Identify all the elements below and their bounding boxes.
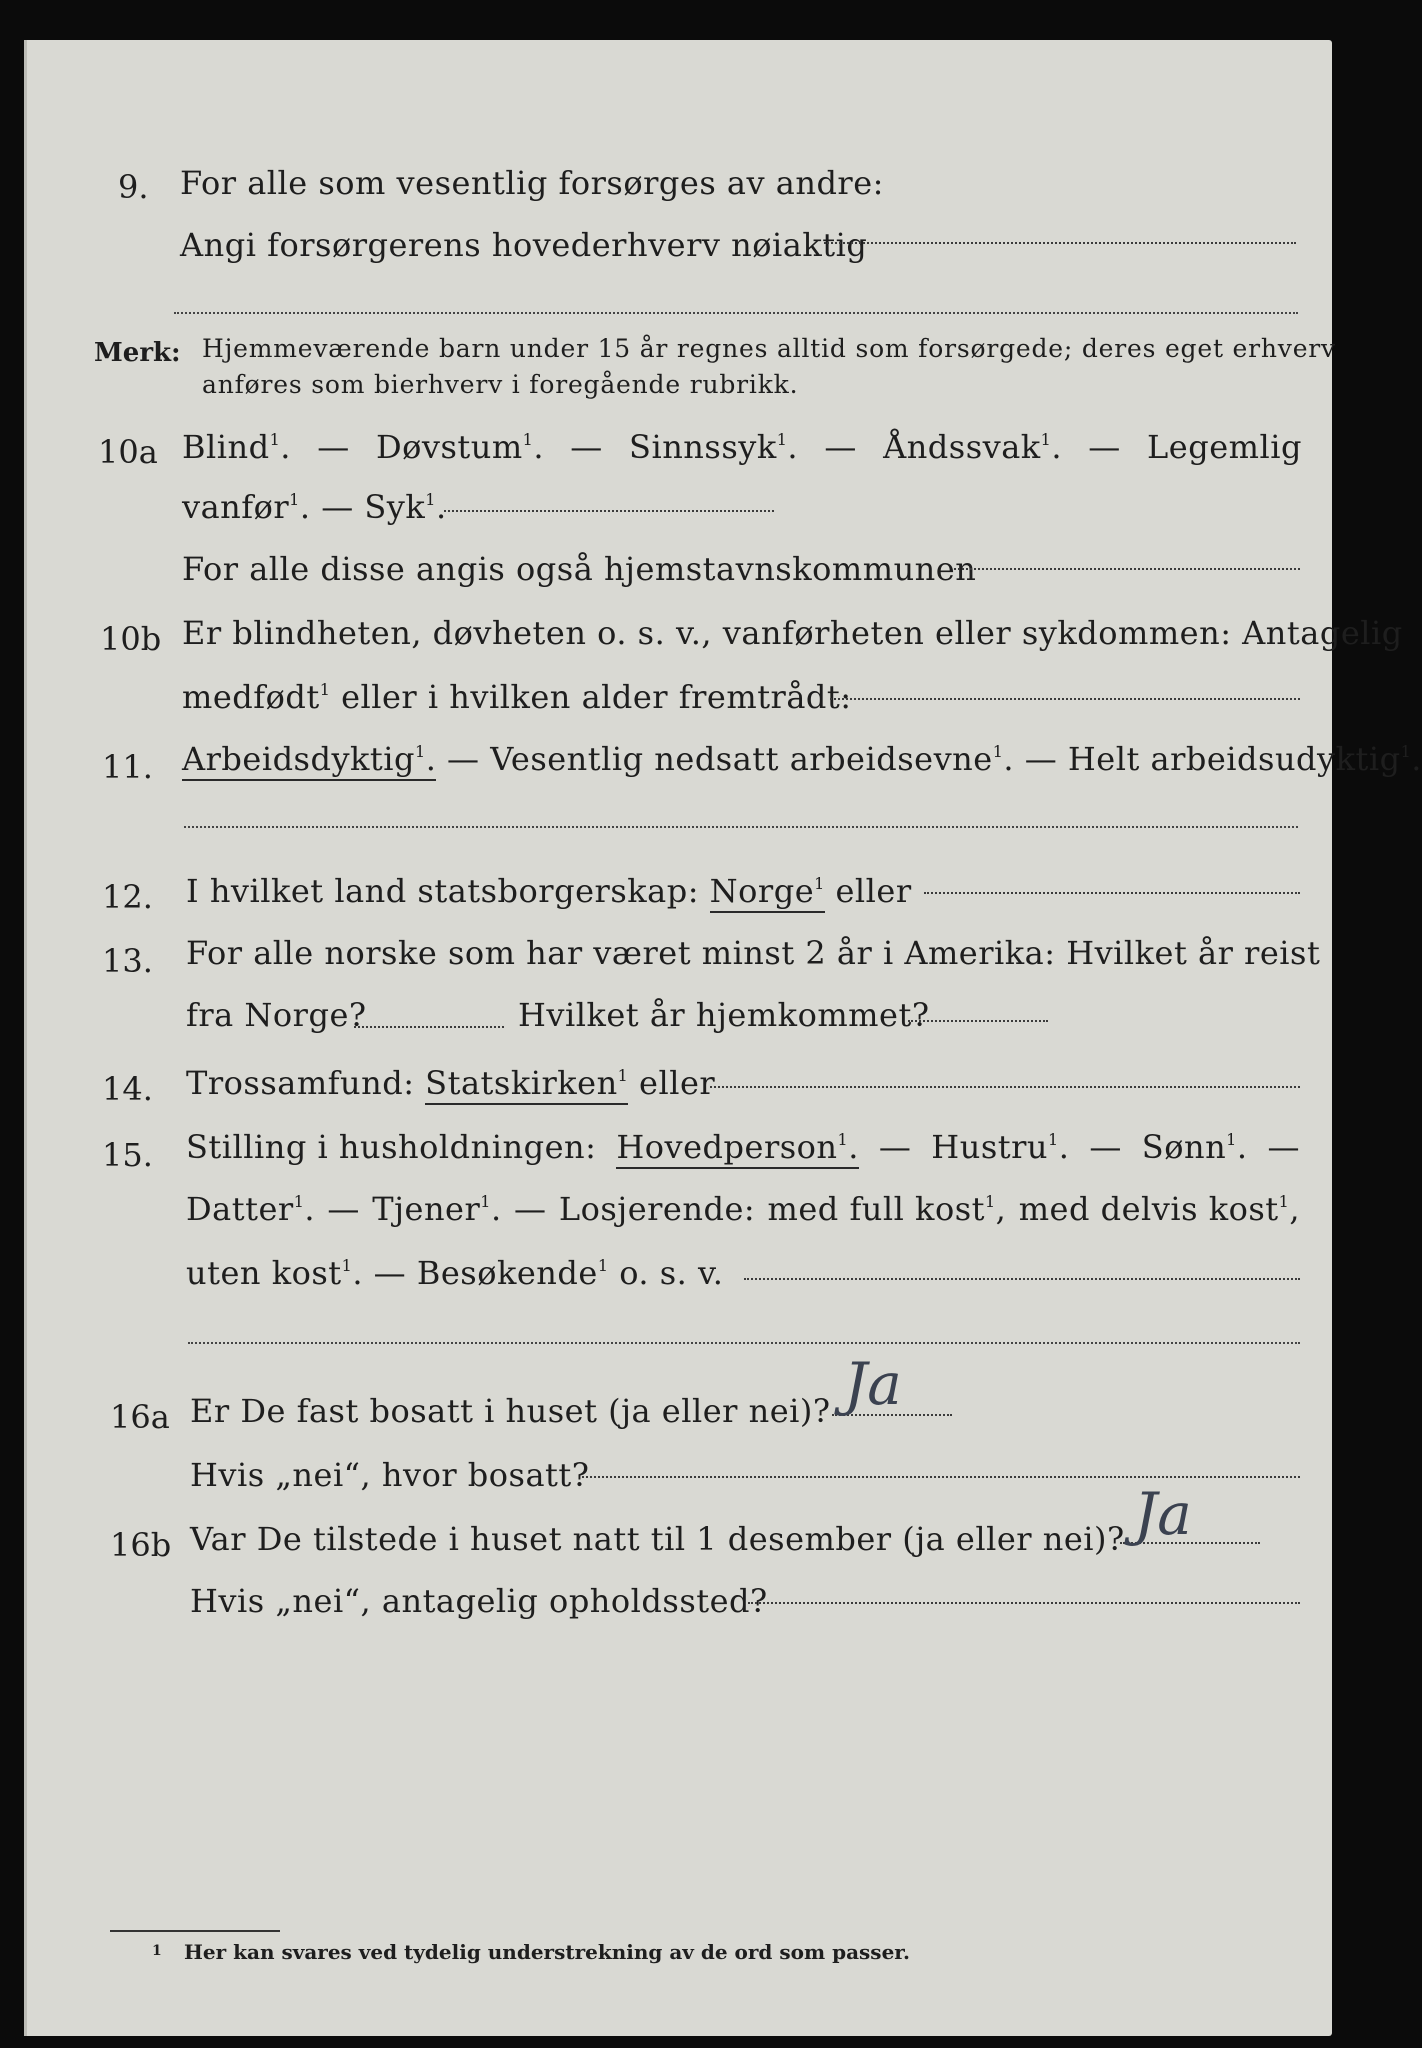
- q10a-line1: Blind$^1$. — Døvstum$^1$. — Sinnssyk$^1$. — Åndssvak$^1$. — Legemlig: [182, 428, 1302, 466]
- q9-number: 9.: [118, 168, 149, 206]
- q10a-line2: vanfør$^1$. — Syk$^1$.: [182, 488, 447, 526]
- merk-line1: Hjemmeværende barn under 15 år regnes alltid som forsørgede; deres eget erhverv: [202, 334, 1336, 363]
- q15-number: 15.: [102, 1136, 153, 1174]
- q13-line1: For alle norske som har været minst 2 år i Amerika: Hvilket år reist: [186, 934, 1321, 972]
- q15-answer-line[interactable]: [744, 1278, 1300, 1280]
- q10a-andssvak[interactable]: Åndssvak: [883, 428, 1041, 466]
- q16a-line1: Er De fast bosatt i huset (ja eller nei)?: [190, 1392, 831, 1430]
- q13-line2a: fra Norge?: [186, 996, 367, 1034]
- q11-vesentlig[interactable]: Vesentlig nedsatt arbeidsevne: [490, 740, 993, 778]
- q10a-dovstum[interactable]: Døvstum: [375, 428, 523, 466]
- q15-hustru[interactable]: Hustru: [931, 1128, 1048, 1166]
- q16a-bosatt-line[interactable]: [582, 1476, 1300, 1478]
- q14-number: 14.: [102, 1070, 153, 1108]
- q14-line: Trossamfund: Statskirken$^1$ eller: [186, 1064, 715, 1102]
- q15-besokende[interactable]: Besøkende: [416, 1254, 598, 1292]
- q10a-syk[interactable]: Syk: [364, 488, 426, 526]
- q11-line: Arbeidsdyktig$^1$. — Vesentlig nedsatt arbeidsevne$^1$. — Helt arbeidsudyktig$^1$.: [182, 740, 1422, 778]
- page-edge: [24, 40, 27, 2036]
- q14-answer-line[interactable]: [710, 1086, 1300, 1088]
- q9-line1: For alle som vesentlig forsørges av andre:: [180, 164, 884, 202]
- q16b-opholdssted-line[interactable]: [748, 1602, 1300, 1604]
- q15-line1: Stilling i husholdningen: Hovedperson$^1$. — Hustru$^1$. — Sønn$^1$. —: [186, 1128, 1300, 1169]
- q13-hjemkommet-line[interactable]: [908, 1020, 1048, 1022]
- q11-helt[interactable]: Helt arbeidsudyktig: [1067, 740, 1401, 778]
- q14-statskirken[interactable]: Statskirken$^1$: [425, 1064, 628, 1105]
- footnote-mark: 1: [152, 1943, 162, 1959]
- q11-answer-line[interactable]: [184, 826, 1298, 828]
- q13-reist-line[interactable]: [354, 1026, 504, 1028]
- q10b-line1: Er blindheten, døvheten o. s. v., vanførheten eller sykdommen: Antagelig: [182, 614, 1403, 652]
- q10a-hjemstavn-line[interactable]: [954, 568, 1300, 570]
- q10a-vanfor[interactable]: vanfør: [182, 488, 290, 526]
- q16b-line2: Hvis „nei“, antagelig opholdssted?: [190, 1582, 768, 1620]
- q10a-blind[interactable]: Blind: [182, 428, 270, 466]
- q15-line3: uten kost$^1$. — Besøkende$^1$ o. s. v.: [186, 1254, 724, 1292]
- q10b-line2: medfødt$^1$ eller i hvilken alder fremtrådt:: [182, 678, 852, 716]
- q12-line: I hvilket land statsborgerskap: Norge$^1$ eller: [186, 872, 912, 910]
- q15-uten-kost[interactable]: uten kost: [186, 1254, 342, 1292]
- q16b-handwritten-answer[interactable]: Ja: [1134, 1480, 1192, 1548]
- q9-answer-line[interactable]: [824, 242, 1296, 244]
- merk-line2: anføres som bierhverv i foregående rubrikk.: [202, 370, 799, 399]
- q12-answer-line[interactable]: [924, 892, 1300, 894]
- q11-arbeidsdyktig[interactable]: Arbeidsdyktig$^1$.: [182, 740, 436, 781]
- q10a-answer-line[interactable]: [444, 510, 774, 512]
- q10a-legemlig[interactable]: Legemlig: [1147, 428, 1302, 466]
- footnote-text: Her kan svares ved tydelig understrekning av de ord som passer.: [184, 1940, 910, 1964]
- q16a-line2: Hvis „nei“, hvor bosatt?: [190, 1456, 590, 1494]
- q11-number: 11.: [102, 748, 153, 786]
- q15-line2: Datter$^1$. — Tjener$^1$. — Losjerende: med full kost$^1$, med delvis kost$^1$,: [186, 1190, 1300, 1228]
- q12-number: 12.: [102, 878, 153, 916]
- q10a-number: 10a: [98, 433, 158, 471]
- footnote-rule: [110, 1930, 280, 1932]
- q16a-handwritten-answer[interactable]: Ja: [844, 1350, 902, 1418]
- q9-line2: Angi forsørgerens hovederhverv nøiaktig: [180, 226, 868, 264]
- q13-number: 13.: [102, 942, 153, 980]
- q12-norge[interactable]: Norge$^1$: [710, 872, 825, 913]
- q9-answer-line2[interactable]: [174, 312, 1298, 314]
- q16b-line1: Var De tilstede i huset natt til 1 desember (ja eller nei)?: [190, 1520, 1125, 1558]
- q15-datter[interactable]: Datter: [186, 1190, 294, 1228]
- q15-hovedperson[interactable]: Hovedperson$^1$.: [616, 1128, 859, 1169]
- q13-line2b: Hvilket år hjemkommet?: [518, 996, 930, 1034]
- q16a-number: 16a: [110, 1398, 170, 1436]
- q15-full-kost[interactable]: med full kost: [767, 1190, 985, 1228]
- q15-tjener[interactable]: Tjener: [372, 1190, 481, 1228]
- q15-sonn[interactable]: Sønn: [1141, 1128, 1227, 1166]
- census-form-page: [24, 40, 1422, 2036]
- q10a-sinnssyk[interactable]: Sinnssyk: [629, 428, 777, 466]
- q10b-number: 10b: [100, 620, 162, 658]
- q10b-medfodt[interactable]: medfødt: [182, 678, 320, 716]
- q16b-number: 16b: [110, 1526, 172, 1564]
- merk-label: Merk:: [94, 338, 181, 368]
- q15-answer-line2[interactable]: [188, 1342, 1300, 1344]
- q10b-answer-line[interactable]: [830, 698, 1300, 700]
- q15-delvis-kost[interactable]: med delvis kost: [1018, 1190, 1279, 1228]
- q10a-line3: For alle disse angis også hjemstavnskommunen: [182, 550, 977, 588]
